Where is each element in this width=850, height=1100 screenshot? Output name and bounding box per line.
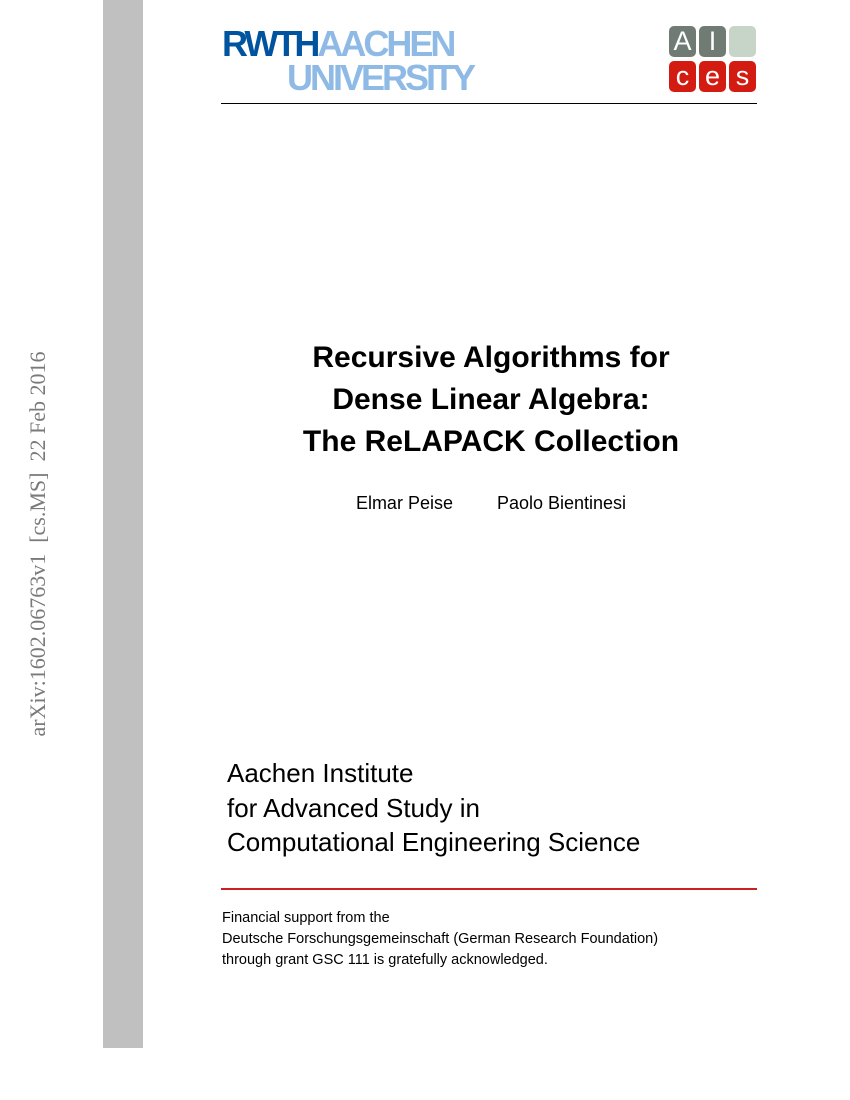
funding-acknowledgement xyxy=(222,908,658,971)
aices-logo-tile-e: e xyxy=(699,61,726,92)
rwth-logo-light-text: AACHEN xyxy=(317,23,454,64)
author-name: Paolo Bientinesi xyxy=(496,493,627,513)
header-divider xyxy=(221,103,757,104)
aices-logo xyxy=(669,26,759,94)
funding-line: through grant GSC 111 is gratefully acknowledged. xyxy=(222,952,548,968)
author-name: Elmar Peise xyxy=(355,493,453,513)
institute-divider xyxy=(221,888,757,890)
institute-name xyxy=(227,756,640,860)
funding-line: Financial support from the xyxy=(222,910,390,926)
aices-logo-tile-s: s xyxy=(729,61,756,92)
title-line: Recursive Algorithms for xyxy=(312,341,670,374)
funding-line: Deutsche Forschungsgemeinschaft (German Research Foundation) xyxy=(222,931,659,947)
arxiv-identifier-stamp: arXiv:1602.06763v1 [cs.MS] 22 Feb 2016 xyxy=(25,351,50,737)
aices-logo-tile-a: A xyxy=(669,26,696,57)
sidebar-gray-bar xyxy=(103,0,143,1048)
aices-logo-tile-c: c xyxy=(669,61,696,92)
institute-line: for Advanced Study in xyxy=(227,792,480,823)
author-list xyxy=(221,492,761,514)
institute-line: Aachen Institute xyxy=(227,758,414,788)
institute-line: Computational Engineering Science xyxy=(227,827,641,857)
rwth-aachen-university-logo xyxy=(222,23,482,98)
title-line: The ReLAPACK Collection xyxy=(302,425,680,458)
paper-title xyxy=(221,337,761,463)
aices-logo-tile-blank xyxy=(729,26,756,57)
title-line: Dense Linear Algebra: xyxy=(332,383,650,416)
rwth-logo-strong-text: RWTH xyxy=(222,23,318,64)
aices-logo-tile-i: I xyxy=(699,26,726,57)
rwth-logo-university-text: UNIVERSITY xyxy=(287,57,474,98)
